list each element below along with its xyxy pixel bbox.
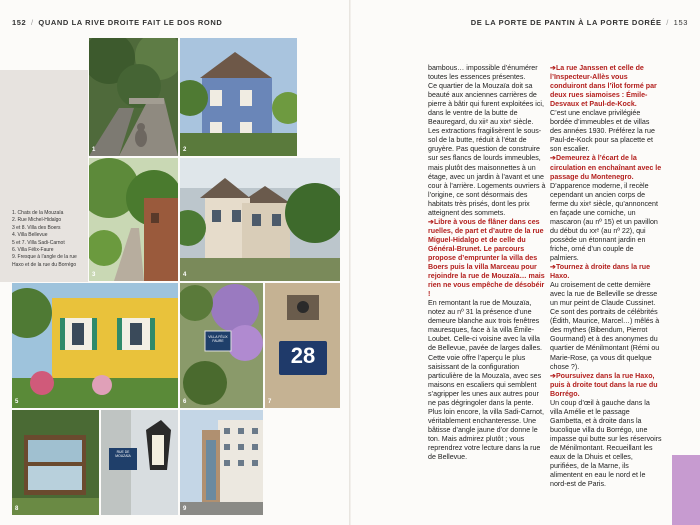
chapter-color-tab xyxy=(672,455,700,525)
photo-street-lamp xyxy=(101,410,178,515)
route-instruction: ➔Demeurez à l’écart de la circulation en enchaînant avec le passage du Montenegro. xyxy=(550,154,662,181)
photo-number: 1 xyxy=(92,147,96,153)
paragraph: D’apparence moderne, il recèle cependant un ancien corps de ferme du xixᵉ siècle, qu’annoncent en façade une corniche, un mascaron (au nº 15) et un pavillon du début du xxᵉ (au nº 22), qui possède un étonnant jardin en friche, orné d’un couple de palmiers. xyxy=(550,181,658,262)
text-column-1 xyxy=(428,64,546,462)
photo-blue-house xyxy=(180,38,297,156)
right-page-number: 153 xyxy=(673,18,688,27)
left-chapter-title: QUAND LA RIVE DROITE FAIT LE DOS ROND xyxy=(38,18,223,27)
photo-book-box xyxy=(12,410,99,515)
photo-number: 4 xyxy=(183,272,187,278)
legend-item: 4. Villa Bellevue xyxy=(12,232,48,239)
photo-number: 6 xyxy=(183,399,187,405)
left-page-number: 152 xyxy=(12,18,27,27)
legend-item: 2. Rue Michel-Hidalgo xyxy=(12,217,62,224)
photo-number: 2 xyxy=(183,147,187,153)
photo-green-alley xyxy=(89,158,178,281)
photo-number: 3 xyxy=(92,272,96,278)
paragraph: En remontant la rue de Mouzaïa, notez au nº 31 la présence d’une demeure blanche aux trois fenêtres mauresques, face à la villa Émile-Loubet. Celle-ci voisine avec la villa de Bellevue, pavée de larges dalles. Cette voie offre l’aperçu le plus saisissant de la configuration particulière de la Mouzaïa, avec ses maisons en escaliers qui semblent s’agripper les unes aux autres pour ne pas dégringoler dans la pente. Plus loin encore, la villa Sadi-Carnot, véritablement enchanteresse. Une bâtisse d’angle jaune d’or donne le ton. Mais admirez plutôt ; vous reprendrez votre lecture dans la rue de Bellevue. xyxy=(428,299,544,462)
page-gutter xyxy=(349,0,351,525)
photo-row-houses xyxy=(180,158,340,281)
header-separator-right: / xyxy=(666,18,669,27)
route-instruction: ➔Libre à vous de flâner dans ces ruelles, de part et d’autre de la rue Miguel-Hidalgo et de celle du Général-Brunet. Le parcours propose d’emprunter la villa des Boers puis la villa Marceau pour rejoindre la rue de Mouzaïa… mais rien ne vous empêche de désobéir ! xyxy=(428,217,545,299)
legend-item: 5 et 7. Villa Sadi-Carnot xyxy=(12,239,65,246)
paragraph: Un coup d’œil à gauche dans la villa Amélie et le passage Gambetta, et à droite dans la bucolique villa du Borrégo, une impasse qui butte sur les réservoirs de Ménilmontant. Recueillant les eaux de la Dhuis et celles, purifiées, de la Marne, ils alimentent en eau le nord et le nord-est de Paris. xyxy=(550,398,662,489)
route-instruction: ➔Tournez à droite dans la rue Haxo. xyxy=(550,263,651,281)
legend-item: 6. Villa Félix-Faure xyxy=(12,247,54,254)
route-instruction: ➔Poursuivez dans la rue Haxo, puis à droite tout dans la rue du Borrégo. xyxy=(550,371,658,398)
right-chapter-title: DE LA PORTE DE PANTIN À LA PORTE DORÉE xyxy=(470,18,662,27)
header-separator: / xyxy=(31,18,34,27)
photo-number: 8 xyxy=(15,506,19,512)
legend-item: 9. Fresque à l’angle de la rue Haxo et de la rue du Borrégo xyxy=(12,254,77,268)
photo-cat-lane xyxy=(89,38,178,156)
legend-item: 3 et 8. Villa des Boers xyxy=(12,224,61,231)
text-column-2 xyxy=(550,64,662,489)
photo-yellow-house xyxy=(12,283,178,408)
villa-sign-text: VILLA FÉLIX FAURE xyxy=(208,335,228,343)
photo-villa-sign xyxy=(180,283,263,408)
paragraph: bambous… impossible d’énumérer toutes les essences présentes. xyxy=(428,64,538,82)
photo-number: 9 xyxy=(183,506,187,512)
photo-number: 7 xyxy=(268,399,272,405)
house-number-plate: 28 xyxy=(290,343,316,368)
right-running-header xyxy=(471,18,688,27)
legend-item: 1. Chats de la Mouzaïa xyxy=(12,210,64,216)
photo-legend xyxy=(12,210,86,269)
left-running-header xyxy=(12,18,222,27)
route-instruction: ➔La rue Janssen et celle de l’Inspecteur-Allès vous conduiront dans l’îlot formé par deux rues siamoises : Émile-Desvaux et Paul-de-Kock. xyxy=(550,64,657,109)
paragraph: C’est une enclave privilégiée bordée d’immeubles et de villas des années 1930. Préférez la rue Paul-de-Kock pour sa placette et son escalier. xyxy=(550,109,655,154)
photo-fresco xyxy=(180,410,263,515)
paragraph: Ce quartier de la Mouzaïa doit sa beauté aux anciennes carrières de pierre à bâtir qui furent exploitées ici, dans le ventre de la butte de Beauregard, du xiiᵉ au xixᵉ siècle. Les extractions fragilisèrent le sous-sol de la butte, réduit à l’état de gruyère. Pas question de construire sur ses flancs de lourds immeubles, mais plutôt des maisonnettes à un étage, avec un jardin à l’avant et une cour à l’arrière. Logements ouvriers à l’origine, ce sont désormais des habitats très prisés, dont les prix atteignent des sommets. xyxy=(428,82,546,217)
photo-number: 5 xyxy=(15,399,19,405)
street-sign-text: RUE DE MOUZAÏA xyxy=(115,450,131,458)
photo-house-number xyxy=(265,283,340,408)
paragraph: Au croisement de cette dernière avec la rue de Belleville se dresse un mur peint de Claude Cussinet. Ce sont des portraits de célébrités (Édith, Maurice, Marcel…) mêlés à des mythes (Bibendum, Pierrot Gourmand) et à des anonymes du quartier de Ménilmontant (Rémi ou Marie-Rose, ça vous dit quelque chose ?). xyxy=(550,281,660,371)
